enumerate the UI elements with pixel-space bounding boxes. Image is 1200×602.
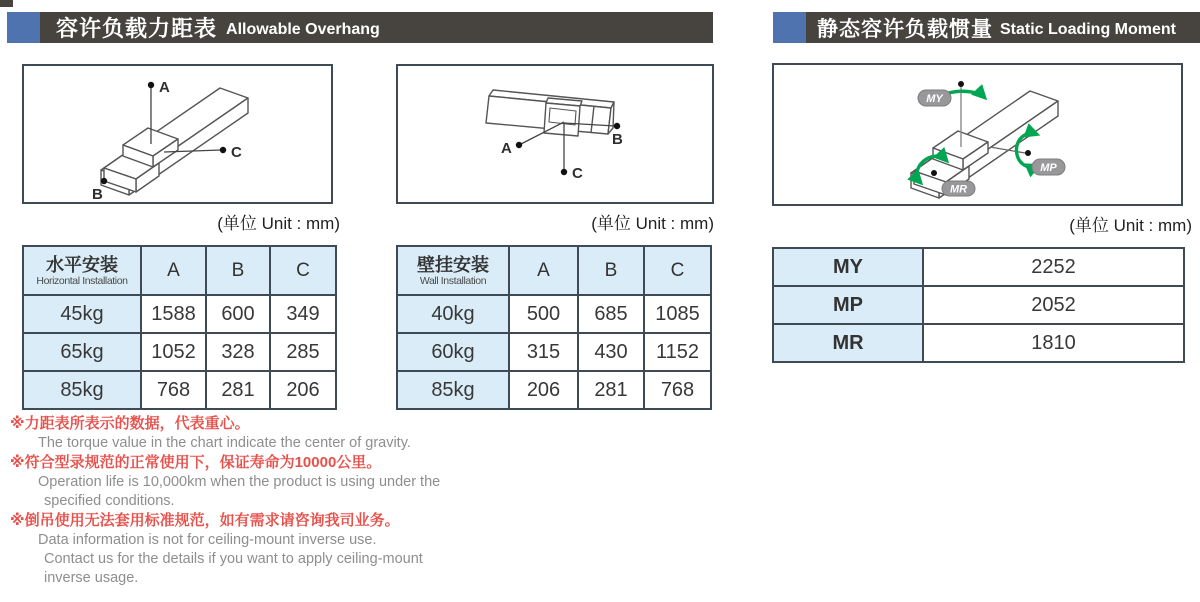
load-cell: 60kg xyxy=(397,333,509,371)
rail-drawing xyxy=(911,91,1058,198)
table-header-cell xyxy=(397,246,509,295)
note-en: Contact us for the details if you want to apply ceiling-mount xyxy=(44,551,423,567)
wall-installation-table xyxy=(396,245,712,410)
static-loading-moment-table xyxy=(772,247,1185,363)
point-a-label: A xyxy=(159,79,170,96)
my-badge-label: MY xyxy=(926,93,943,105)
horizontal-installation-diagram-box xyxy=(22,64,333,204)
horizontal-installation-diagram xyxy=(24,66,331,202)
moment-label-cell: MY xyxy=(773,248,923,286)
value-cell: 1085 xyxy=(644,295,711,333)
horizontal-installation-table xyxy=(22,245,337,410)
moment-label-cell: MP xyxy=(773,286,923,324)
table-row xyxy=(397,295,711,333)
value-cell: 315 xyxy=(509,333,578,371)
table-row xyxy=(23,371,336,409)
note-en: specified conditions. xyxy=(44,493,175,509)
moment-value-cell: 2052 xyxy=(923,286,1184,324)
value-cell: 206 xyxy=(270,371,336,409)
value-cell: 1052 xyxy=(141,333,206,371)
section-header-allowable-overhang xyxy=(7,12,713,43)
column-header-b: B xyxy=(578,246,644,295)
column-header-a: A xyxy=(509,246,578,295)
value-cell: 768 xyxy=(141,371,206,409)
section-title-en: Allowable Overhang xyxy=(226,20,380,38)
moment-value-cell: 2252 xyxy=(923,248,1184,286)
note-en: Data information is not for ceiling-mount inverse use. xyxy=(38,532,377,548)
table-row xyxy=(397,333,711,371)
column-header-b: B xyxy=(206,246,270,295)
page-corner-mark xyxy=(0,0,13,7)
point-b-label: B xyxy=(92,186,103,202)
table-row xyxy=(397,371,711,409)
note-en: The torque value in the chart indicate the center of gravity. xyxy=(38,435,411,451)
table-row xyxy=(23,333,336,371)
mr-badge-label: MR xyxy=(949,183,968,196)
section-header-static-loading-moment xyxy=(773,12,1200,43)
header-zh: 水平安装 xyxy=(46,254,118,275)
header-en: Horizontal Installation xyxy=(36,274,128,287)
load-cell: 45kg xyxy=(23,295,141,333)
note-en: Operation life is 10,000km when the product is using under the xyxy=(38,474,441,490)
point-c-label: C xyxy=(231,144,242,161)
header-en: Wall Installation xyxy=(419,274,487,287)
load-cell: 65kg xyxy=(23,333,141,371)
table-row xyxy=(773,248,1184,286)
column-header-c: C xyxy=(270,246,336,295)
table-row xyxy=(773,286,1184,324)
load-cell: 40kg xyxy=(397,295,509,333)
unit-label: (单位 Unit : mm) xyxy=(217,214,340,233)
section-title-zh: 静态容许负载惯量 xyxy=(817,17,993,41)
value-cell: 430 xyxy=(578,333,644,371)
value-cell: 206 xyxy=(509,371,578,409)
value-cell: 685 xyxy=(578,295,644,333)
note-zh: ※符合型录规范的正常使用下，保证寿命为10000公里。 xyxy=(10,454,382,471)
section-title-zh: 容许负载力距表 xyxy=(56,16,218,41)
value-cell: 1152 xyxy=(644,333,711,371)
value-cell: 500 xyxy=(509,295,578,333)
value-cell: 768 xyxy=(644,371,711,409)
wall-installation-diagram xyxy=(398,66,712,202)
point-b-label: B xyxy=(612,131,623,148)
point-c-label: C xyxy=(572,165,583,182)
table-row xyxy=(23,295,336,333)
value-cell: 1588 xyxy=(141,295,206,333)
value-cell: 349 xyxy=(270,295,336,333)
header-accent-square xyxy=(773,12,806,43)
header-accent-square xyxy=(7,12,40,43)
wall-installation-diagram-box xyxy=(396,64,714,204)
rail-drawing xyxy=(101,88,248,195)
moment-diagram xyxy=(774,65,1181,204)
value-cell: 281 xyxy=(578,371,644,409)
moment-diagram-box xyxy=(772,63,1183,206)
value-cell: 281 xyxy=(206,371,270,409)
value-cell: 328 xyxy=(206,333,270,371)
table-header-cell xyxy=(23,246,141,295)
load-cell: 85kg xyxy=(397,371,509,409)
moment-label-cell: MR xyxy=(773,324,923,362)
note-en: inverse usage. xyxy=(44,570,139,586)
table-row xyxy=(773,324,1184,362)
moment-value-cell: 1810 xyxy=(923,324,1184,362)
header-zh: 壁挂安装 xyxy=(417,254,489,275)
unit-label: (单位 Unit : mm) xyxy=(591,214,714,233)
footnotes xyxy=(10,414,550,588)
column-header-a: A xyxy=(141,246,206,295)
mp-badge-label: MP xyxy=(1040,162,1057,174)
note-zh: ※力距表所表示的数据，代表重心。 xyxy=(10,415,250,432)
unit-label: (单位 Unit : mm) xyxy=(1069,216,1192,235)
value-cell: 600 xyxy=(206,295,270,333)
point-a-label: A xyxy=(501,140,512,157)
value-cell: 285 xyxy=(270,333,336,371)
column-header-c: C xyxy=(644,246,711,295)
note-zh: ※倒吊使用无法套用标准规范，如有需求请咨询我司业务。 xyxy=(10,512,400,529)
load-cell: 85kg xyxy=(23,371,141,409)
section-title-en: Static Loading Moment xyxy=(1000,20,1176,38)
